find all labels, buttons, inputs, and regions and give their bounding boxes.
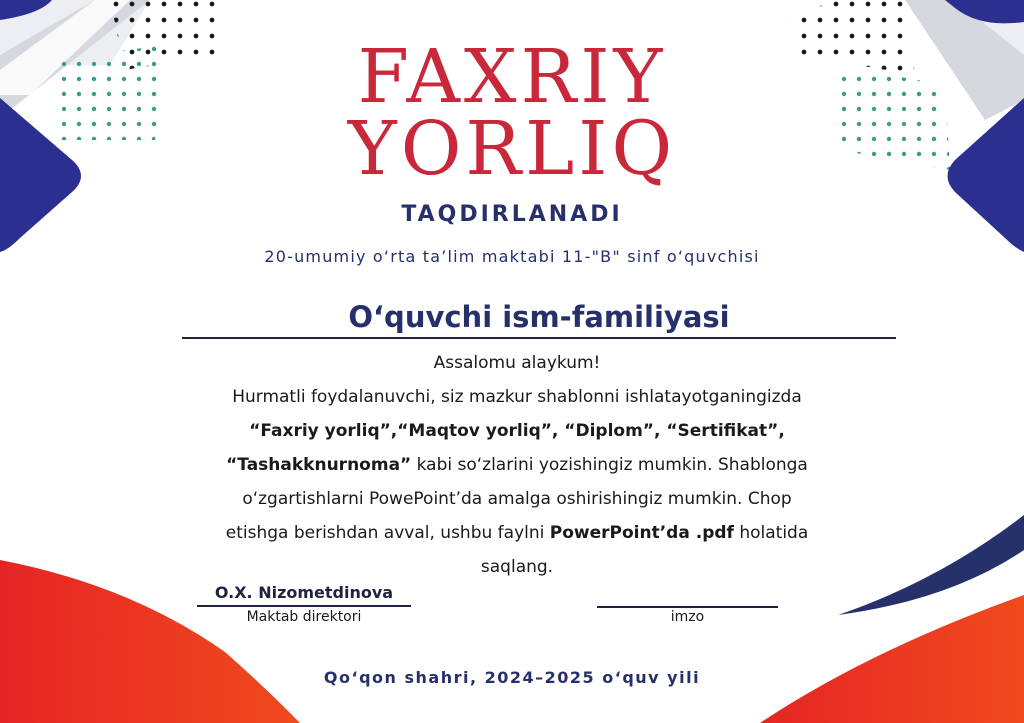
body-line (182, 448, 852, 482)
top-left-decoration (0, 0, 220, 252)
recipient-name: O‘quvchi ism-familiyasi (348, 300, 730, 334)
signature-line (597, 606, 778, 608)
body-line (182, 516, 852, 550)
bottom-right-sweep (838, 515, 1024, 615)
body-bold-text: PowerPoint’da .pdf (549, 523, 734, 543)
body-bold-text: “Faxriy yorliq”,“Maqtov yorliq”, “Diplom”, “Sertifikat”, (249, 421, 785, 441)
body-line: o‘zgartishlarni PowePoint’da amalga oshirishingiz mumkin. Chop (242, 489, 792, 509)
top-right-decoration (790, 0, 1024, 252)
bottom-right-wave (760, 595, 1024, 723)
certificate-subtitle: TAQDIRLANADI (401, 202, 623, 227)
certificate-title-line1: FAXRIY (357, 34, 667, 120)
body-text: kabi so‘zlarini yozishingiz mumkin. Shablonga (411, 455, 808, 475)
school-line: 20-umumiy o‘rta ta’lim maktabi 11-"B" sinf o‘quvchisi (264, 247, 760, 266)
certificate-title-line2: YORLIQ (347, 106, 677, 192)
certificate-body (182, 346, 852, 584)
body-line: Hurmatli foydalanuvchi, siz mazkur shablonni ishlatayotganingizda (232, 387, 802, 407)
director-role: Maktab direktori (246, 609, 362, 625)
body-bold-text: “Tashakknurnoma” (226, 455, 412, 475)
signature-label: imzo (670, 609, 705, 625)
director-name: O.X. Nizometdinova (214, 583, 394, 602)
footer-location-year: Qo‘qon shahri, 2024–2025 o‘quv yili (323, 668, 701, 687)
recipient-underline (182, 337, 896, 339)
director-underline (197, 605, 411, 607)
body-text: holatida (733, 523, 809, 543)
body-line: Assalomu alaykum! (433, 353, 601, 373)
body-line (182, 414, 852, 448)
body-line: saqlang. (480, 557, 554, 577)
body-text: etishga berishdan avval, ushbu faylni (225, 523, 550, 543)
